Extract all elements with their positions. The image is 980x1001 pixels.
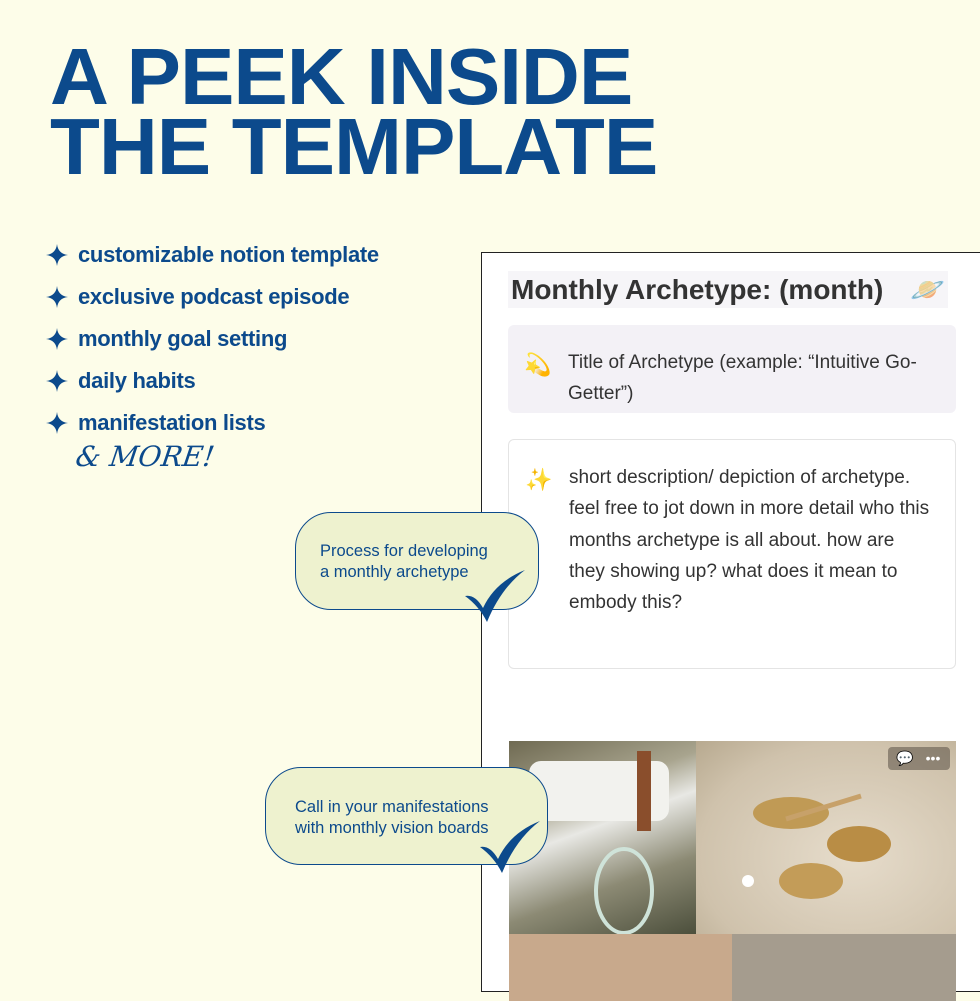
vision-board-images: [509, 741, 956, 1001]
feature-label: daily habits: [78, 368, 196, 393]
more-options-icon[interactable]: •••: [925, 750, 941, 766]
bubble-text-line: a monthly archetype: [320, 563, 469, 581]
dizzy-star-icon: 💫: [524, 352, 552, 377]
sparkle-icon: [46, 370, 68, 392]
sparkle-icon: [46, 244, 68, 266]
feature-item: [46, 402, 379, 444]
bottom-left-image[interactable]: [509, 934, 732, 1001]
bubble-text-line: with monthly vision boards: [295, 819, 489, 837]
sparkle-icon: [46, 286, 68, 308]
feature-label: monthly goal setting: [78, 326, 288, 351]
feature-item: [46, 276, 379, 318]
page-heading[interactable]: [508, 271, 948, 308]
feature-label: exclusive podcast episode: [78, 284, 350, 309]
title-line-2: THE TEMPLATE: [50, 102, 658, 191]
sparkles-icon: ✨: [525, 467, 553, 492]
singing-bowls-image[interactable]: [696, 741, 956, 934]
feature-label: manifestation lists: [78, 410, 266, 435]
sparkle-icon: [46, 412, 68, 434]
bubble-text-line: Process for developing: [320, 542, 488, 560]
checkmark-icon: [480, 819, 540, 873]
callout-text: Title of Archetype (example: “Intuitive Go-Getter”): [568, 352, 917, 404]
title-line-1: A PEEK INSIDE: [50, 32, 633, 121]
and-more-text: & MORE!: [73, 440, 217, 473]
comment-icon[interactable]: 💬: [896, 750, 914, 766]
archetype-title-callout[interactable]: [508, 325, 956, 413]
feature-item: [46, 234, 379, 276]
feature-list: [46, 234, 379, 444]
planet-icon: 🪐: [910, 274, 945, 305]
sparkle-icon: [46, 328, 68, 350]
description-text: short description/ depiction of archetype. feel free to jot down in more detail who this months archetype is all about. how are they showing up? what does it mean to embody this?: [569, 467, 930, 614]
bottom-right-image[interactable]: [732, 934, 956, 1001]
page-title: [50, 32, 658, 191]
image-toolbar: [888, 747, 950, 770]
feature-label: customizable notion template: [78, 242, 379, 267]
checkmark-icon: [465, 568, 525, 622]
feature-item: [46, 360, 379, 402]
bubble-text-line: Call in your manifestations: [295, 798, 489, 816]
notion-page: [481, 252, 980, 992]
feature-item: [46, 318, 379, 360]
description-block[interactable]: [508, 439, 956, 669]
heading-text: Monthly Archetype: (month): [511, 273, 884, 305]
